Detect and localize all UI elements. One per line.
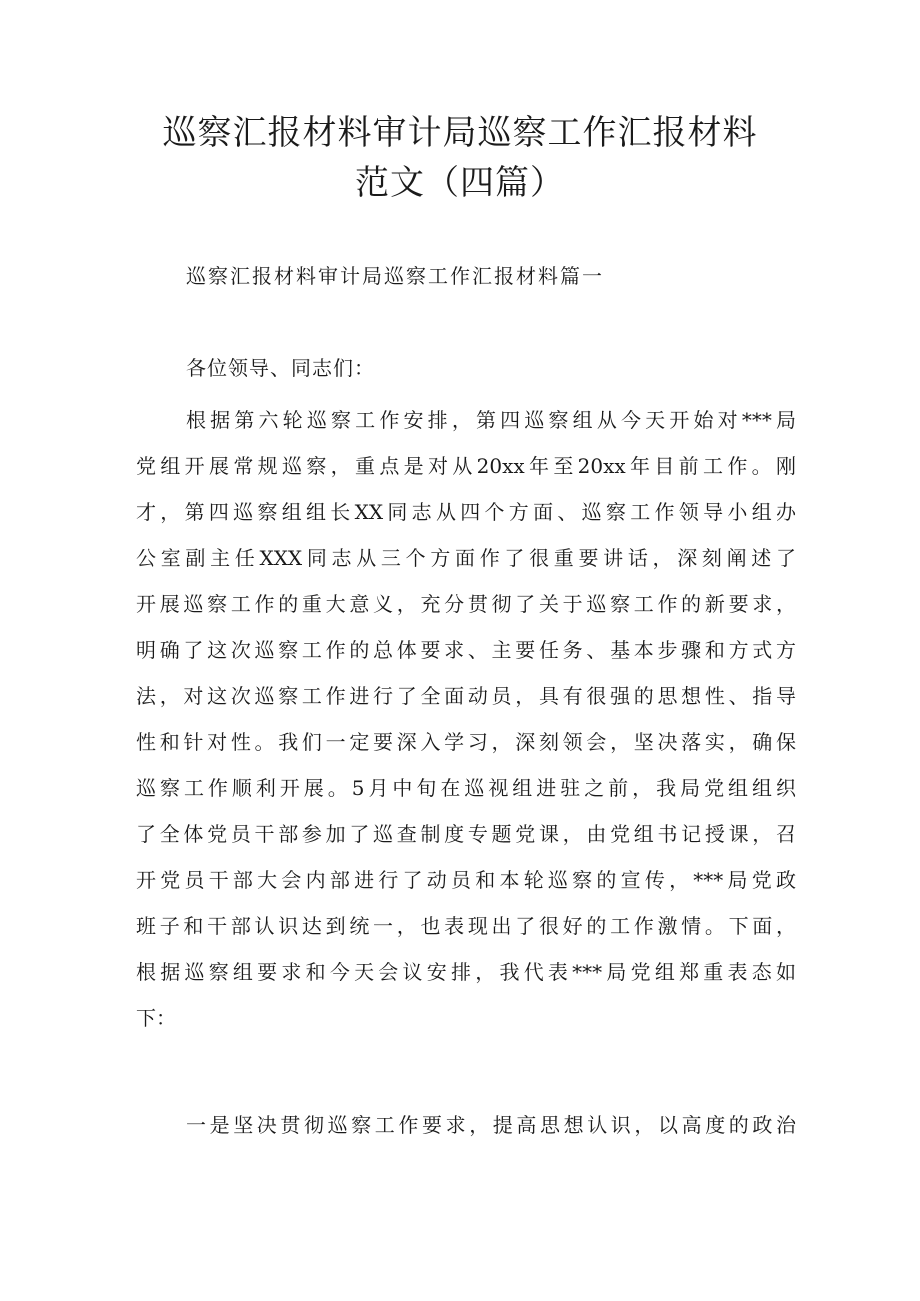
paragraph-1-line: 法，对这次巡察工作进行了全面动员，具有很强的思想性、指导	[136, 684, 796, 708]
paragraph-1	[136, 397, 796, 1041]
paragraph-1-line: 开展巡察工作的重大意义，充分贯彻了关于巡察工作的新要求，	[136, 592, 796, 616]
paragraph-1-line: 党组开展常规巡察，重点是对从20xx年至20xx年目前工作。刚	[136, 454, 796, 478]
document-title-line-1: 巡察汇报材料审计局巡察工作汇报材料	[162, 113, 758, 153]
paragraph-1-line: 才，第四巡察组组长XX同志从四个方面、巡察工作领导小组办	[136, 500, 796, 524]
paragraph-2-line: 一是坚决贯彻巡察工作要求，提高思想认识，以高度的政治	[186, 1113, 796, 1137]
paragraph-1-line: 公室副主任XXX同志从三个方面作了很重要讲话，深刻阐述了	[136, 546, 796, 570]
paragraph-2	[136, 1102, 796, 1148]
section-heading: 巡察汇报材料审计局巡察工作汇报材料篇一	[186, 264, 604, 288]
paragraph-1-line: 巡察工作顺利开展。5月中旬在巡视组进驻之前，我局党组组织	[136, 776, 796, 800]
paragraph-1-line: 开党员干部大会内部进行了动员和本轮巡察的宣传，***局党政	[136, 868, 796, 892]
paragraph-1-line: 根据第六轮巡察工作安排，第四巡察组从今天开始对***局	[186, 408, 796, 432]
paragraph-1-line: 性和针对性。我们一定要深入学习，深刻领会，坚决落实，确保	[136, 730, 796, 754]
salutation: 各位领导、同志们：	[186, 356, 375, 380]
paragraph-1-line: 下：	[136, 1006, 176, 1030]
document-title	[110, 108, 810, 208]
paragraph-1-line: 明确了这次巡察工作的总体要求、主要任务、基本步骤和方式方	[136, 638, 796, 662]
document-title-line-2: 范文（四篇）	[355, 163, 565, 203]
paragraph-1-line: 了全体党员干部参加了巡查制度专题党课，由党组书记授课，召	[136, 822, 796, 846]
paragraph-1-line: 根据巡察组要求和今天会议安排，我代表***局党组郑重表态如	[136, 960, 796, 984]
paragraph-1-line: 班子和干部认识达到统一，也表现出了很好的工作激情。下面，	[136, 914, 796, 938]
